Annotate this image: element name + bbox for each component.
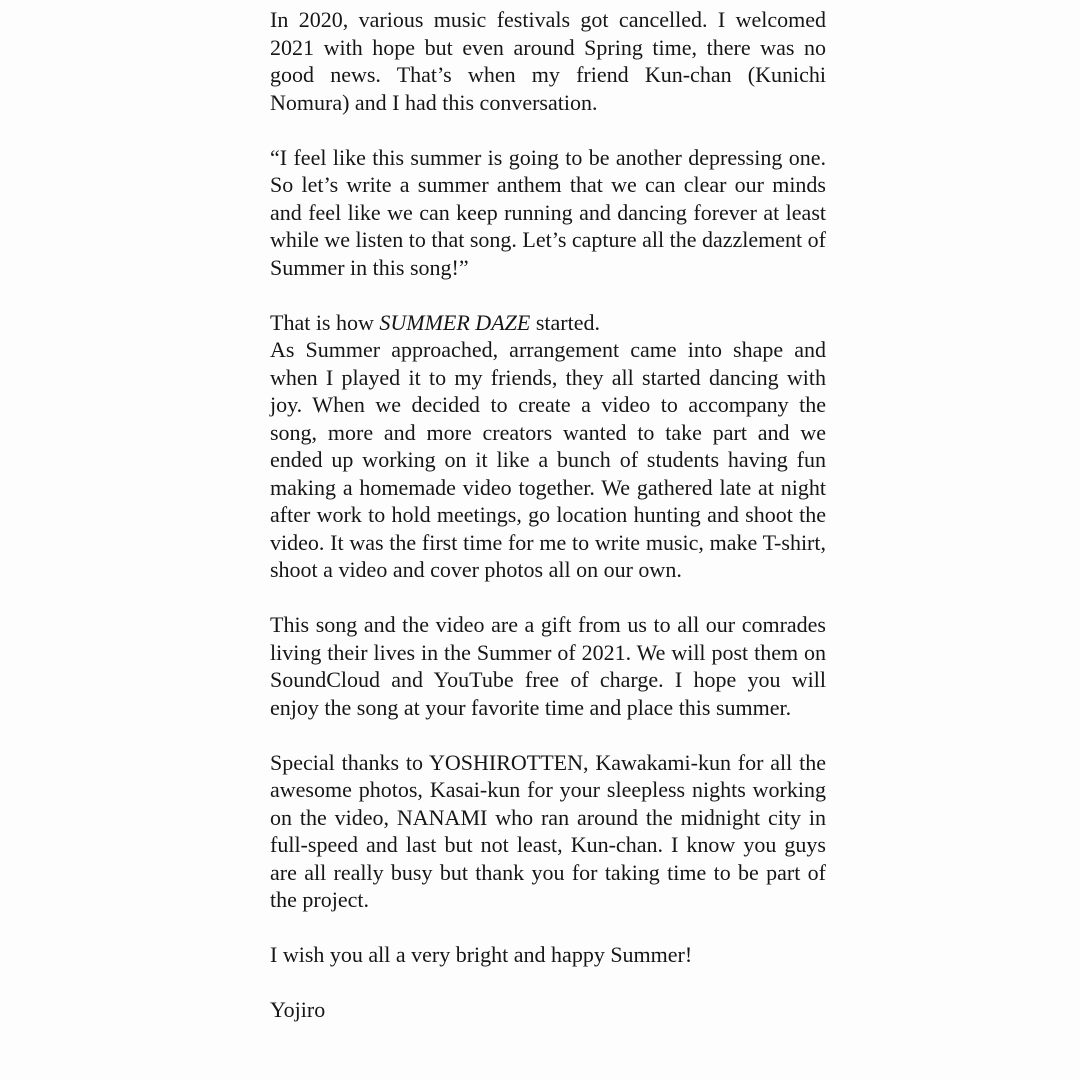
paragraph-song-title-line	[270, 309, 826, 337]
signature: Yojiro	[270, 997, 326, 1022]
letter-body	[270, 6, 826, 1024]
paragraph-special-thanks: Special thanks to YOSHIROTTEN, Kawakami-kun for all the awesome photos, Kasai-kun for your sleepless nights working on the video, NANAMI who ran around the midnight city in full-speed and last but not least, Kun-chan. I know you guys are all really busy but thank you for taking time to be part of the project.	[270, 749, 826, 912]
paragraph-production-story: As Summer approached, arrangement came into shape and when I played it to my friends, they all started dancing with joy. When we decided to create a video to accompany the song, more and more creators wanted to take part and we ended up working on it like a bunch of students having fun making a homemade video together. We gathered late at night after work to hold meetings, go location hunting and shoot the video. It was the first time for me to write music, make T-shirt, shoot a video and cover photos all on our own.	[270, 337, 826, 582]
paragraph-quote: “I feel like this summer is going to be another depressing one. So let’s write a summer anthem that we can clear our minds and feel like we can keep running and dancing forever at least while we listen to that song. Let’s capture all the dazzlement of Summer in this song!”	[270, 144, 826, 280]
song-title-line-prefix: That is how	[270, 309, 380, 335]
song-title: SUMMER DAZE	[379, 309, 531, 335]
paragraph-closing-wish: I wish you all a very bright and happy Summer!	[270, 942, 693, 967]
song-title-line-suffix: started.	[530, 309, 600, 335]
paragraph-intro: In 2020, various music festivals got cancelled. I welcomed 2021 with hope but even around Spring time, there was no good news. That’s when my friend Kun-chan (Kunichi Nomura) and I had this conversation.	[270, 7, 826, 115]
paragraph-gift: This song and the video are a gift from us to all our comrades living their lives in the Summer of 2021. We will post them on SoundCloud and YouTube free of charge. I hope you will enjoy the song at your favorite time and place this summer.	[270, 612, 826, 720]
